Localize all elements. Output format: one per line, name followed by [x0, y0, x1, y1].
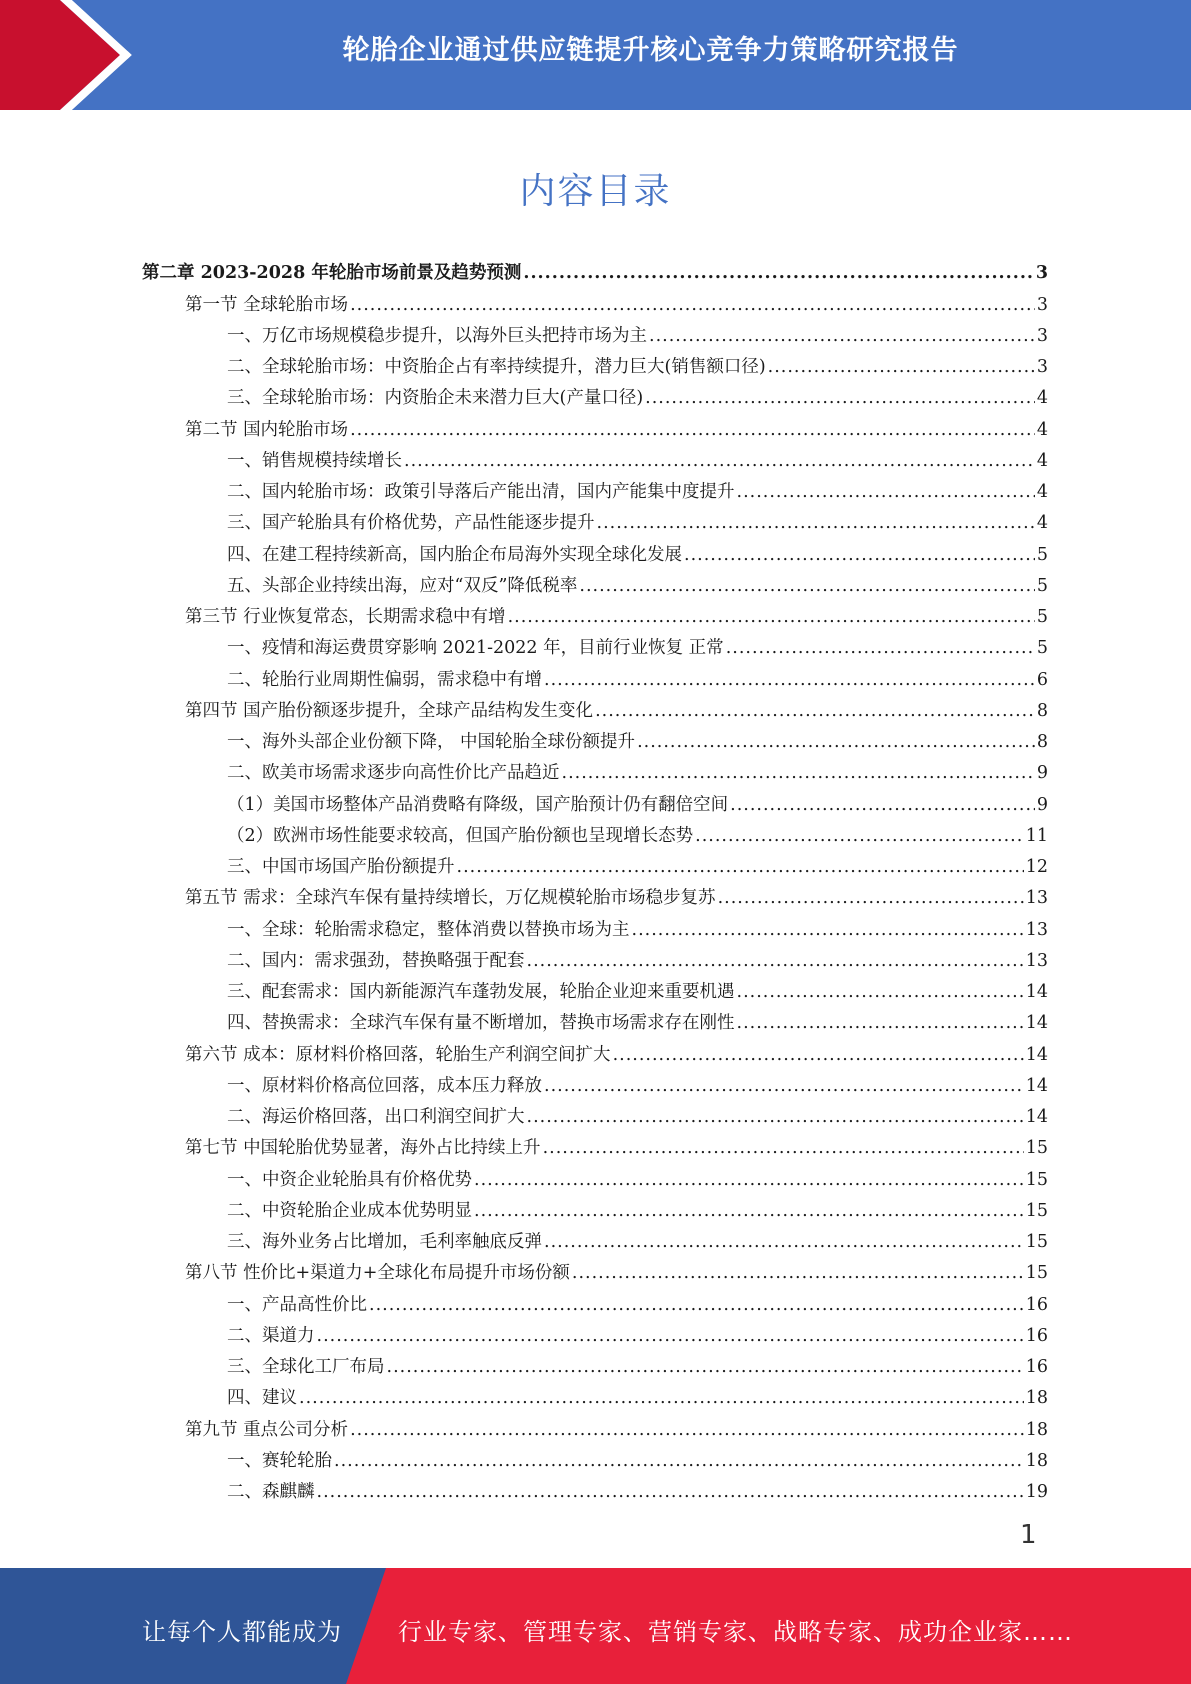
toc-entry[interactable]: [142, 1003, 1048, 1034]
toc-entry-page: 4: [1036, 450, 1048, 471]
toc-dot-leader: [737, 481, 1035, 503]
toc-entry[interactable]: [142, 972, 1048, 1003]
toc-entry-title: 一、疫情和海运费贯穿影响 2021-2022 年，目前行业恢复 正常: [227, 638, 724, 659]
toc-entry-title: 三、全球轮胎市场：内资胎企未来潜力巨大(产量口径): [227, 388, 644, 409]
toc-entry[interactable]: [142, 784, 1048, 815]
toc-entry[interactable]: [142, 1284, 1048, 1315]
toc-entry-title: 三、海外业务占比增加，毛利率触底反弹: [227, 1232, 542, 1252]
toc-entry-page: 15: [1025, 1200, 1048, 1221]
toc-entry-title: 三、全球化工厂布局: [227, 1357, 385, 1377]
toc-entry-title: 四、建议: [227, 1388, 297, 1409]
toc-entry-title: 一、销售规模持续增长: [227, 450, 402, 471]
toc-dot-leader: [350, 1419, 1024, 1441]
toc-entry-title: 二、全球轮胎市场：中资胎企占有率持续提升，潜力巨大(销售额口径): [227, 357, 766, 377]
toc-entry-page: 13: [1025, 919, 1048, 940]
toc-entry-title: 四、在建工程持续新高，国内胎企布局海外实现全球化发展: [227, 544, 682, 565]
toc-entry-page: 9: [1036, 763, 1048, 784]
toc-dot-leader: [684, 544, 1035, 566]
toc-entry-page: 16: [1025, 1294, 1048, 1315]
toc-dot-leader: [404, 450, 1035, 472]
toc-entry-title: 第七节 中国轮胎优势显著，海外占比持续上升: [185, 1138, 541, 1159]
toc-entry[interactable]: [142, 1222, 1048, 1253]
toc-entry[interactable]: [142, 1441, 1048, 1472]
toc-entry[interactable]: [142, 1128, 1048, 1159]
toc-entry[interactable]: [142, 1378, 1048, 1409]
toc-entry-page: 11: [1025, 825, 1048, 846]
toc-entry[interactable]: [142, 628, 1048, 659]
toc-entry[interactable]: [142, 284, 1048, 315]
footer-slogan-left: 让每个人都能成为: [142, 1618, 342, 1646]
toc-dot-leader: [350, 419, 1035, 441]
toc-dot-leader: [737, 1012, 1024, 1034]
toc-entry-title: 一、海外头部企业份额下降， 中国轮胎全球份额提升: [227, 732, 636, 752]
toc-dot-leader: [737, 981, 1024, 1003]
toc-entry-title: 五、头部企业持续出海，应对“双反”降低税率: [227, 575, 578, 596]
toc-entry-page: 14: [1025, 1013, 1048, 1034]
toc-title: 内容目录: [519, 171, 672, 212]
toc-entry[interactable]: [142, 378, 1048, 409]
toc-entry-title: 三、配套需求：国内新能源汽车蓬勃发展，轮胎企业迎来重要机遇: [227, 982, 735, 1002]
toc-dot-leader: [695, 825, 1024, 847]
toc-entry[interactable]: [142, 1409, 1048, 1440]
toc-dot-leader: [317, 1481, 1024, 1503]
toc-entry-page: 13: [1025, 888, 1048, 909]
header-banner: [0, 0, 1191, 110]
toc-entry[interactable]: [142, 472, 1048, 503]
toc-dot-leader: [523, 262, 1033, 284]
toc-entry-title: 二、国内：需求强劲，替换略强于配套: [227, 950, 525, 971]
toc-entry-title: 第六节 成本：原材料价格回落，轮胎生产利润空间扩大: [185, 1044, 611, 1065]
toc-entry-page: 5: [1036, 638, 1048, 659]
toc-dot-leader: [387, 1356, 1024, 1378]
toc-entry[interactable]: [142, 1097, 1048, 1128]
toc-entry[interactable]: [142, 691, 1048, 722]
header-arrow-decoration: [0, 0, 150, 110]
toc-entry-page: 15: [1025, 1169, 1048, 1190]
toc-entry-title: 二、欧美市场需求逐步向高性价比产品趋近: [227, 763, 560, 784]
toc-entry-title: 第二章 2023-2028 年轮胎市场前景及趋势预测: [142, 263, 522, 284]
toc-dot-leader: [637, 731, 1035, 753]
toc-dot-leader: [457, 856, 1024, 878]
footer-banner: [0, 1568, 1191, 1684]
toc-dot-leader: [543, 1137, 1024, 1159]
toc-entry-title: 二、轮胎行业周期性偏弱，需求稳中有增: [227, 669, 542, 690]
toc-dot-leader: [474, 1200, 1024, 1222]
toc-entry-page: 16: [1025, 1357, 1048, 1377]
toc-dot-leader: [334, 1450, 1024, 1472]
toc-entry-page: 14: [1025, 982, 1048, 1002]
table-of-contents: [142, 253, 1048, 1503]
toc-dot-leader: [649, 325, 1035, 347]
toc-entry[interactable]: [142, 534, 1048, 565]
toc-entry-title: 二、森麒麟: [227, 1482, 315, 1502]
toc-entry-page: 14: [1025, 1107, 1048, 1127]
toc-entry[interactable]: [142, 316, 1048, 347]
toc-entry-page: 15: [1025, 1138, 1048, 1159]
toc-entry[interactable]: [142, 659, 1048, 690]
toc-dot-leader: [595, 700, 1035, 722]
toc-entry-title: 一、赛轮轮胎: [227, 1450, 332, 1471]
toc-entry-page: 4: [1036, 388, 1048, 409]
toc-entry-page: 8: [1036, 700, 1048, 721]
toc-entry[interactable]: [142, 1034, 1048, 1065]
toc-entry-page: 6: [1036, 669, 1048, 690]
toc-entry-page: 15: [1025, 1232, 1048, 1252]
toc-entry-title: 第九节 重点公司分析: [185, 1419, 349, 1440]
toc-entry-title: 二、中资轮胎企业成本优势明显: [227, 1200, 472, 1221]
toc-entry[interactable]: [142, 253, 1048, 284]
toc-entry[interactable]: [142, 1253, 1048, 1284]
toc-entry-title: 一、原材料价格高位回落，成本压力释放: [227, 1075, 542, 1096]
toc-entry-page: 3: [1036, 294, 1048, 315]
toc-entry-page: 14: [1025, 1075, 1048, 1096]
toc-entry[interactable]: [142, 1347, 1048, 1378]
toc-entry-page: 3: [1035, 263, 1048, 284]
toc-dot-leader: [317, 1325, 1024, 1347]
toc-dot-leader: [544, 1231, 1024, 1253]
toc-entry[interactable]: [142, 941, 1048, 972]
toc-entry-title: 一、全球：轮胎需求稳定，整体消费以替换市场为主: [227, 919, 630, 940]
toc-entry-page: 19: [1025, 1482, 1048, 1502]
toc-dot-leader: [613, 1044, 1024, 1066]
toc-entry[interactable]: [142, 597, 1048, 628]
toc-entry-page: 3: [1036, 325, 1048, 346]
toc-entry-title: 第四节 国产胎份额逐步提升，全球产品结构发生变化: [185, 700, 594, 721]
toc-entry-title: 一、中资企业轮胎具有价格优势: [227, 1169, 472, 1190]
toc-entry-title: （2）欧洲市场性能要求较高，但国产胎份额也呈现增长态势: [227, 825, 694, 846]
toc-entry[interactable]: [142, 1191, 1048, 1222]
toc-entry-title: 第二节 国内轮胎市场: [185, 419, 349, 440]
toc-dot-leader: [299, 1387, 1024, 1409]
toc-dot-leader: [579, 575, 1034, 597]
report-title: 轮胎企业通过供应链提升核心竞争力策略研究报告: [342, 35, 959, 66]
toc-entry-page: 5: [1036, 575, 1048, 596]
toc-dot-leader: [369, 1294, 1024, 1316]
toc-dot-leader: [544, 1075, 1024, 1097]
toc-dot-leader: [597, 512, 1035, 534]
toc-entry-title: 第五节 需求：全球汽车保有量持续增长，万亿规模轮胎市场稳步复苏: [185, 888, 716, 909]
toc-dot-leader: [474, 1169, 1024, 1191]
toc-dot-leader: [527, 950, 1024, 972]
toc-entry-page: 16: [1025, 1325, 1048, 1346]
toc-dot-leader: [508, 606, 1035, 628]
toc-entry-title: 第三节 行业恢复常态，长期需求稳中有增: [185, 607, 506, 627]
toc-entry-title: 三、中国市场国产胎份额提升: [227, 857, 455, 877]
toc-entry[interactable]: [142, 566, 1048, 597]
toc-dot-leader: [544, 669, 1035, 691]
toc-entry-title: 四、替换需求：全球汽车保有量不断增加，替换市场需求存在刚性: [227, 1013, 735, 1034]
toc-entry-title: 一、万亿市场规模稳步提升，以海外巨头把持市场为主: [227, 325, 647, 346]
toc-entry[interactable]: [142, 1066, 1048, 1097]
toc-entry[interactable]: [142, 503, 1048, 534]
toc-dot-leader: [632, 919, 1024, 941]
toc-entry[interactable]: [142, 347, 1048, 378]
toc-entry-page: 18: [1025, 1419, 1048, 1440]
toc-entry-title: 一、产品高性价比: [227, 1294, 367, 1315]
footer-slogan-right: 行业专家、管理专家、营销专家、战略专家、成功企业家……: [398, 1618, 1073, 1646]
toc-dot-leader: [645, 387, 1035, 409]
toc-entry-page: 15: [1025, 1263, 1048, 1284]
toc-entry[interactable]: [142, 1472, 1048, 1503]
toc-entry[interactable]: [142, 1159, 1048, 1190]
toc-dot-leader: [572, 1262, 1024, 1284]
toc-entry[interactable]: [142, 409, 1048, 440]
toc-entry[interactable]: [142, 1316, 1048, 1347]
toc-dot-leader: [562, 762, 1035, 784]
toc-entry[interactable]: [142, 722, 1048, 753]
toc-dot-leader: [726, 637, 1035, 659]
toc-entry-page: 5: [1036, 544, 1048, 565]
toc-entry-page: 9: [1036, 794, 1048, 815]
toc-entry-page: 12: [1025, 857, 1048, 877]
toc-entry-page: 3: [1036, 357, 1048, 377]
toc-dot-leader: [730, 794, 1035, 816]
toc-entry-title: 二、海运价格回落，出口利润空间扩大: [227, 1107, 525, 1127]
toc-entry[interactable]: [142, 847, 1048, 878]
toc-entry[interactable]: [142, 441, 1048, 472]
toc-dot-leader: [768, 356, 1035, 378]
toc-entry-page: 18: [1025, 1388, 1048, 1409]
toc-entry[interactable]: [142, 816, 1048, 847]
toc-entry[interactable]: [142, 909, 1048, 940]
toc-entry-title: 二、国内轮胎市场：政策引导落后产能出清，国内产能集中度提升: [227, 482, 735, 502]
toc-entry-page: 4: [1036, 419, 1048, 440]
toc-entry[interactable]: [142, 753, 1048, 784]
toc-entry-title: 二、渠道力: [227, 1325, 315, 1346]
toc-entry-title: （1）美国市场整体产品消费略有降级，国产胎预计仍有翻倍空间: [227, 794, 729, 815]
toc-entry-title: 第一节 全球轮胎市场: [185, 294, 349, 315]
toc-dot-leader: [527, 1106, 1024, 1128]
toc-dot-leader: [350, 294, 1035, 316]
toc-dot-leader: [718, 887, 1024, 909]
toc-entry-page: 18: [1025, 1450, 1048, 1471]
page-number: 1: [1020, 1520, 1037, 1550]
toc-entry-page: 5: [1036, 607, 1048, 627]
toc-entry-title: 三、国产轮胎具有价格优势，产品性能逐步提升: [227, 513, 595, 534]
toc-entry-page: 4: [1036, 513, 1048, 534]
toc-entry-page: 13: [1025, 950, 1048, 971]
toc-entry[interactable]: [142, 878, 1048, 909]
toc-entry-page: 4: [1036, 482, 1048, 502]
toc-entry-page: 8: [1036, 732, 1048, 752]
toc-entry-page: 14: [1025, 1044, 1048, 1065]
toc-entry-title: 第八节 性价比+渠道力+全球化布局提升市场份额: [185, 1263, 570, 1284]
